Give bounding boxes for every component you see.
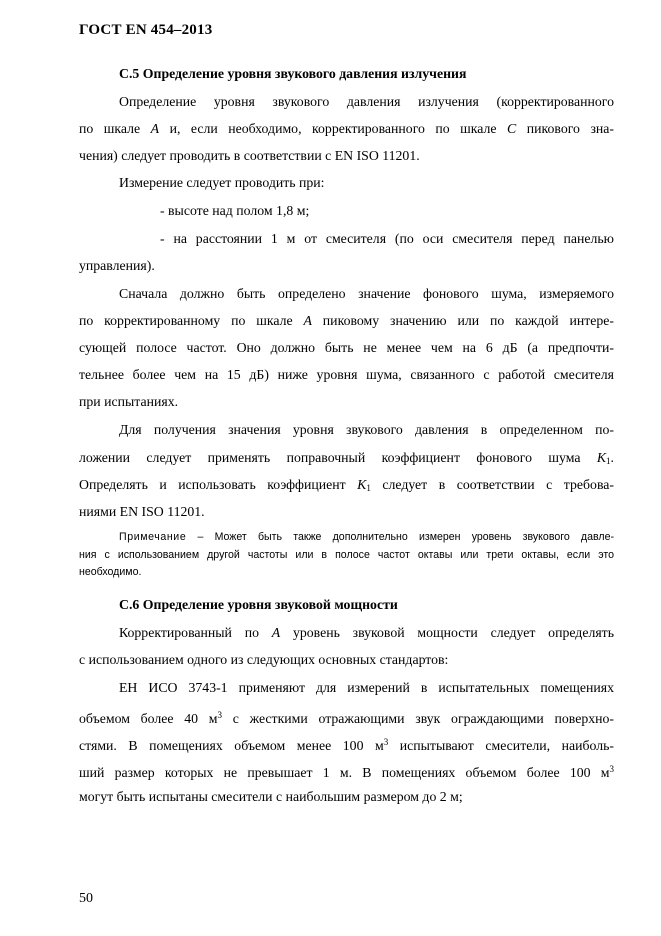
list-item-continuation: управления). [79,258,155,273]
note: Примечание – Может быть также дополнительно измерен уровень звукового давле- [119,531,614,543]
paragraph-line: Определение уровня звукового давления излучения (корректированного [119,94,614,109]
paragraph-line: ниями EN ISO 11201. [79,504,205,519]
paragraph-line: могут быть испытаны смесители с наибольшим размером до 2 м; [79,789,463,804]
paragraph-line: тельнее более чем на 15 дБ) ниже уровня шума, связанного с работой смесителя [79,367,614,382]
paragraph-line: чения) следует проводить в соответствии с EN ISO 11201. [79,148,420,163]
document-header: ГОСТ EN 454–2013 [79,22,213,38]
paragraph-line: с использованием одного из следующих основных стандартов: [79,652,449,667]
paragraph-line: по корректированному по шкале A пиковому значению или по каждой интере- [79,313,614,328]
paragraph-line: объемом более 40 $м^3$ с жесткими отражающими звук ограждающими поверхно- [79,710,614,726]
paragraph-line: ЕН ИСО 3743-1 применяют для измерений в испытательных помещениях [119,680,614,695]
paragraph-line: ложении следует применять поправочный коэффициент фонового шума $K_1$. [79,450,614,466]
paragraph-line: Для получения значения уровня звукового давления в определенном по- [119,422,614,437]
paragraph-line: Определять и использовать коэффициент $K_1$ следует в соответствии с требова- [79,477,614,493]
page-number: 50 [79,891,93,906]
list-item: - высоте над полом 1,8 м; [160,203,310,218]
section-c6-heading: С.6 Определение уровня звуковой мощности [119,597,398,612]
paragraph-line: ший размер которых не превышает 1 м. В помещениях объемом более 100 $м^3$ [79,764,614,780]
paragraph-line: Корректированный по A уровень звуковой мощности следует определять [119,625,614,640]
note-line: ния с использованием другой частоты или в полосе частот октавы или трети октавы, если это [79,549,614,561]
paragraph-line: стями. В помещениях объемом менее 100 $м^3$ испытывают смесители, наиболь- [79,737,614,753]
paragraph-line: Сначала должно быть определено значение фонового шума, измеряемого [119,286,614,301]
paragraph-line: по шкале A и, если необходимо, корректированного по шкале C пикового зна- [79,121,614,136]
paragraph-line: при испытаниях. [79,394,179,409]
section-c5-heading: С.5 Определение уровня звукового давления излучения [119,66,467,81]
note-line: необходимо. [79,566,142,578]
paragraph-line: сующей полосе частот. Оно должно быть не менее чем на 6 дБ (а предпочти- [79,340,614,355]
paragraph-line: Измерение следует проводить при: [119,175,325,190]
list-item: - на расстоянии 1 м от смесителя (по оси смесителя перед панелью [160,231,614,246]
